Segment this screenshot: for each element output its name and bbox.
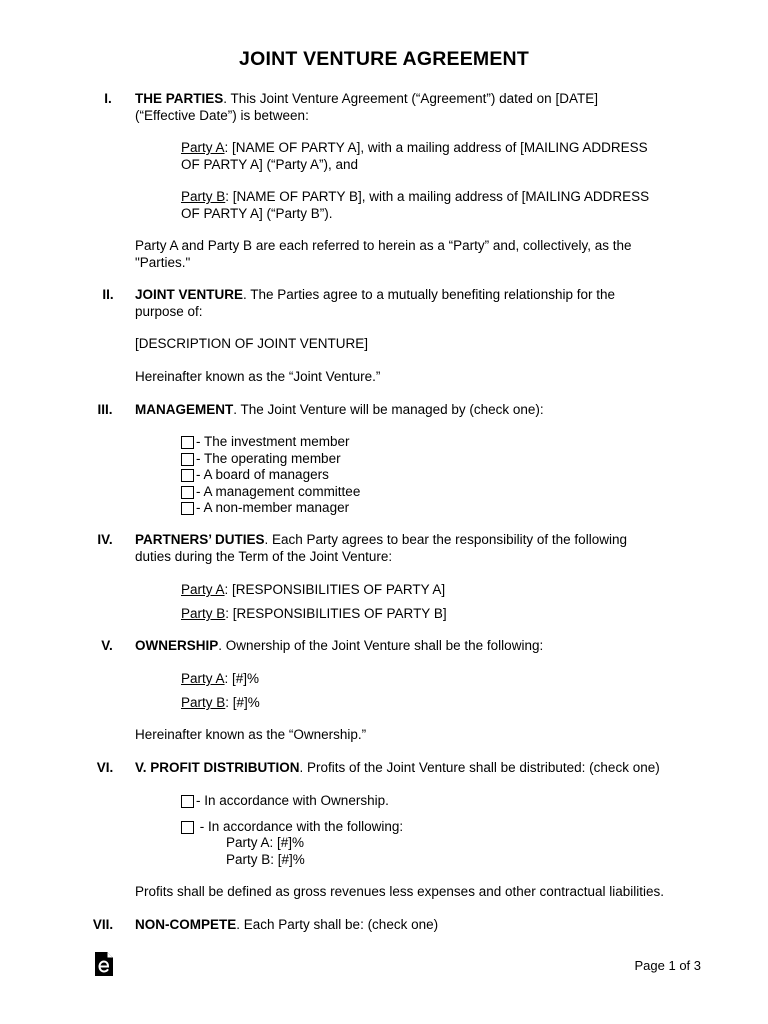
section-4-intro: [135, 532, 695, 565]
management-option-label: - A non-member manager: [196, 500, 350, 515]
page-number: Page 1 of 3: [634, 958, 701, 973]
party-a-ownership-value: : [#]%: [224, 671, 260, 686]
management-option-label: - A management committee: [196, 484, 361, 499]
party-b-label: Party B: [181, 189, 226, 204]
management-option-4[interactable]: [181, 484, 360, 501]
party-a-label: Party A: [181, 671, 225, 686]
section-number-7: VII.: [92, 917, 114, 932]
section-1-text-line1: . This Joint Venture Agreement (“Agreement”) dated on [DATE]: [223, 91, 598, 106]
checkbox[interactable]: [181, 795, 194, 808]
management-option-2[interactable]: [181, 451, 341, 468]
party-b-line2: OF PARTY A] (“Party B”).: [181, 205, 333, 221]
section-6-text: . Profits of the Joint Venture shall be distributed: (check one): [299, 760, 660, 775]
section-7-text: . Each Party shall be: (check one): [236, 917, 439, 932]
party-b-ownership: [181, 695, 681, 712]
party-a-label: Party A: [181, 582, 225, 597]
section-5-intro: [135, 638, 695, 655]
checkbox[interactable]: [181, 469, 194, 482]
section-3-intro: [135, 402, 695, 419]
party-a-line2: OF PARTY A] (“Party A”), and: [181, 156, 359, 172]
section-2-text-line2: purpose of:: [135, 303, 203, 319]
section-5-text: . Ownership of the Joint Venture shall be the following:: [218, 638, 544, 653]
party-b-label: Party B: [181, 606, 226, 621]
section-4-heading: PARTNERS’ DUTIES: [135, 532, 265, 547]
section-5-heading: OWNERSHIP: [135, 638, 219, 653]
parties-definition: [135, 238, 695, 271]
management-option-1[interactable]: [181, 434, 350, 451]
section-number-5: V.: [101, 638, 113, 653]
profit-option-label: - In accordance with Ownership.: [196, 793, 389, 808]
profit-party-a: Party A: [#]%: [226, 835, 305, 850]
management-option-3[interactable]: [181, 467, 329, 484]
profit-option-following[interactable]: [181, 819, 403, 836]
joint-venture-description: [DESCRIPTION OF JOINT VENTURE]: [135, 336, 369, 351]
eforms-logo-icon: [93, 951, 115, 977]
party-a-line1: : [NAME OF PARTY A], with a mailing address of [MAILING ADDRESS: [224, 140, 648, 155]
party-b-line1: : [NAME OF PARTY B], with a mailing address of [MAILING ADDRESS: [225, 189, 650, 204]
joint-venture-known-as: Hereinafter known as the “Joint Venture.”: [135, 369, 381, 384]
profit-party-b: Party B: [#]%: [226, 852, 305, 867]
section-3-text: . The Joint Venture will be managed by (check one):: [233, 402, 544, 417]
section-7-intro: [135, 917, 695, 934]
party-b-responsibilities: [181, 606, 681, 623]
section-1-text-line2: (“Effective Date”) is between:: [135, 107, 309, 123]
party-b-label: Party B: [181, 695, 226, 710]
section-number-3: III.: [97, 402, 113, 417]
profit-option-ownership[interactable]: [181, 793, 389, 810]
party-a-responsibilities-text: : [RESPONSIBILITIES OF PARTY A]: [224, 582, 446, 597]
section-3-heading: MANAGEMENT: [135, 402, 234, 417]
management-option-label: - A board of managers: [196, 467, 329, 482]
document-title: JOINT VENTURE AGREEMENT: [239, 48, 529, 70]
party-a-definition: [181, 140, 681, 173]
section-4-text-line2: duties during the Term of the Joint Venture:: [135, 548, 393, 564]
party-b-definition: [181, 189, 681, 222]
party-a-ownership: [181, 671, 681, 688]
checkbox[interactable]: [181, 436, 194, 449]
section-number-6: VI.: [96, 760, 114, 775]
party-a-label: Party A: [181, 140, 225, 155]
party-b-responsibilities-text: : [RESPONSIBILITIES OF PARTY B]: [225, 606, 447, 621]
parties-line1: Party A and Party B are each referred to herein as a “Party” and, collectively, as the: [135, 238, 632, 253]
section-6-heading: V. PROFIT DISTRIBUTION: [135, 760, 300, 775]
section-6-intro: [135, 760, 695, 777]
section-2-heading: JOINT VENTURE: [135, 287, 244, 302]
section-number-1: I.: [104, 91, 112, 106]
section-2-text-line1: . The Parties agree to a mutually benefiting relationship for the: [243, 287, 615, 302]
parties-line2: "Parties.": [135, 254, 191, 270]
checkbox[interactable]: [181, 821, 194, 834]
profits-definition: Profits shall be defined as gross revenues less expenses and other contractual liabilities.: [135, 884, 665, 899]
section-4-text-line1: . Each Party agrees to bear the responsibility of the following: [264, 532, 627, 547]
party-b-ownership-value: : [#]%: [225, 695, 260, 710]
profit-option-label: - In accordance with the following:: [196, 819, 404, 834]
ownership-known-as: Hereinafter known as the “Ownership.”: [135, 727, 367, 742]
section-2-intro: [135, 287, 695, 320]
checkbox[interactable]: [181, 486, 194, 499]
party-a-responsibilities: [181, 582, 681, 599]
section-1-intro: [135, 91, 695, 124]
section-1-heading: THE PARTIES: [135, 91, 224, 106]
section-7-heading: NON-COMPETE: [135, 917, 237, 932]
section-number-4: IV.: [97, 532, 113, 547]
checkbox[interactable]: [181, 502, 194, 515]
management-option-label: - The operating member: [196, 451, 341, 466]
checkbox[interactable]: [181, 453, 194, 466]
section-number-2: II.: [102, 287, 114, 302]
management-option-label: - The investment member: [196, 434, 350, 449]
management-option-5[interactable]: [181, 500, 349, 517]
